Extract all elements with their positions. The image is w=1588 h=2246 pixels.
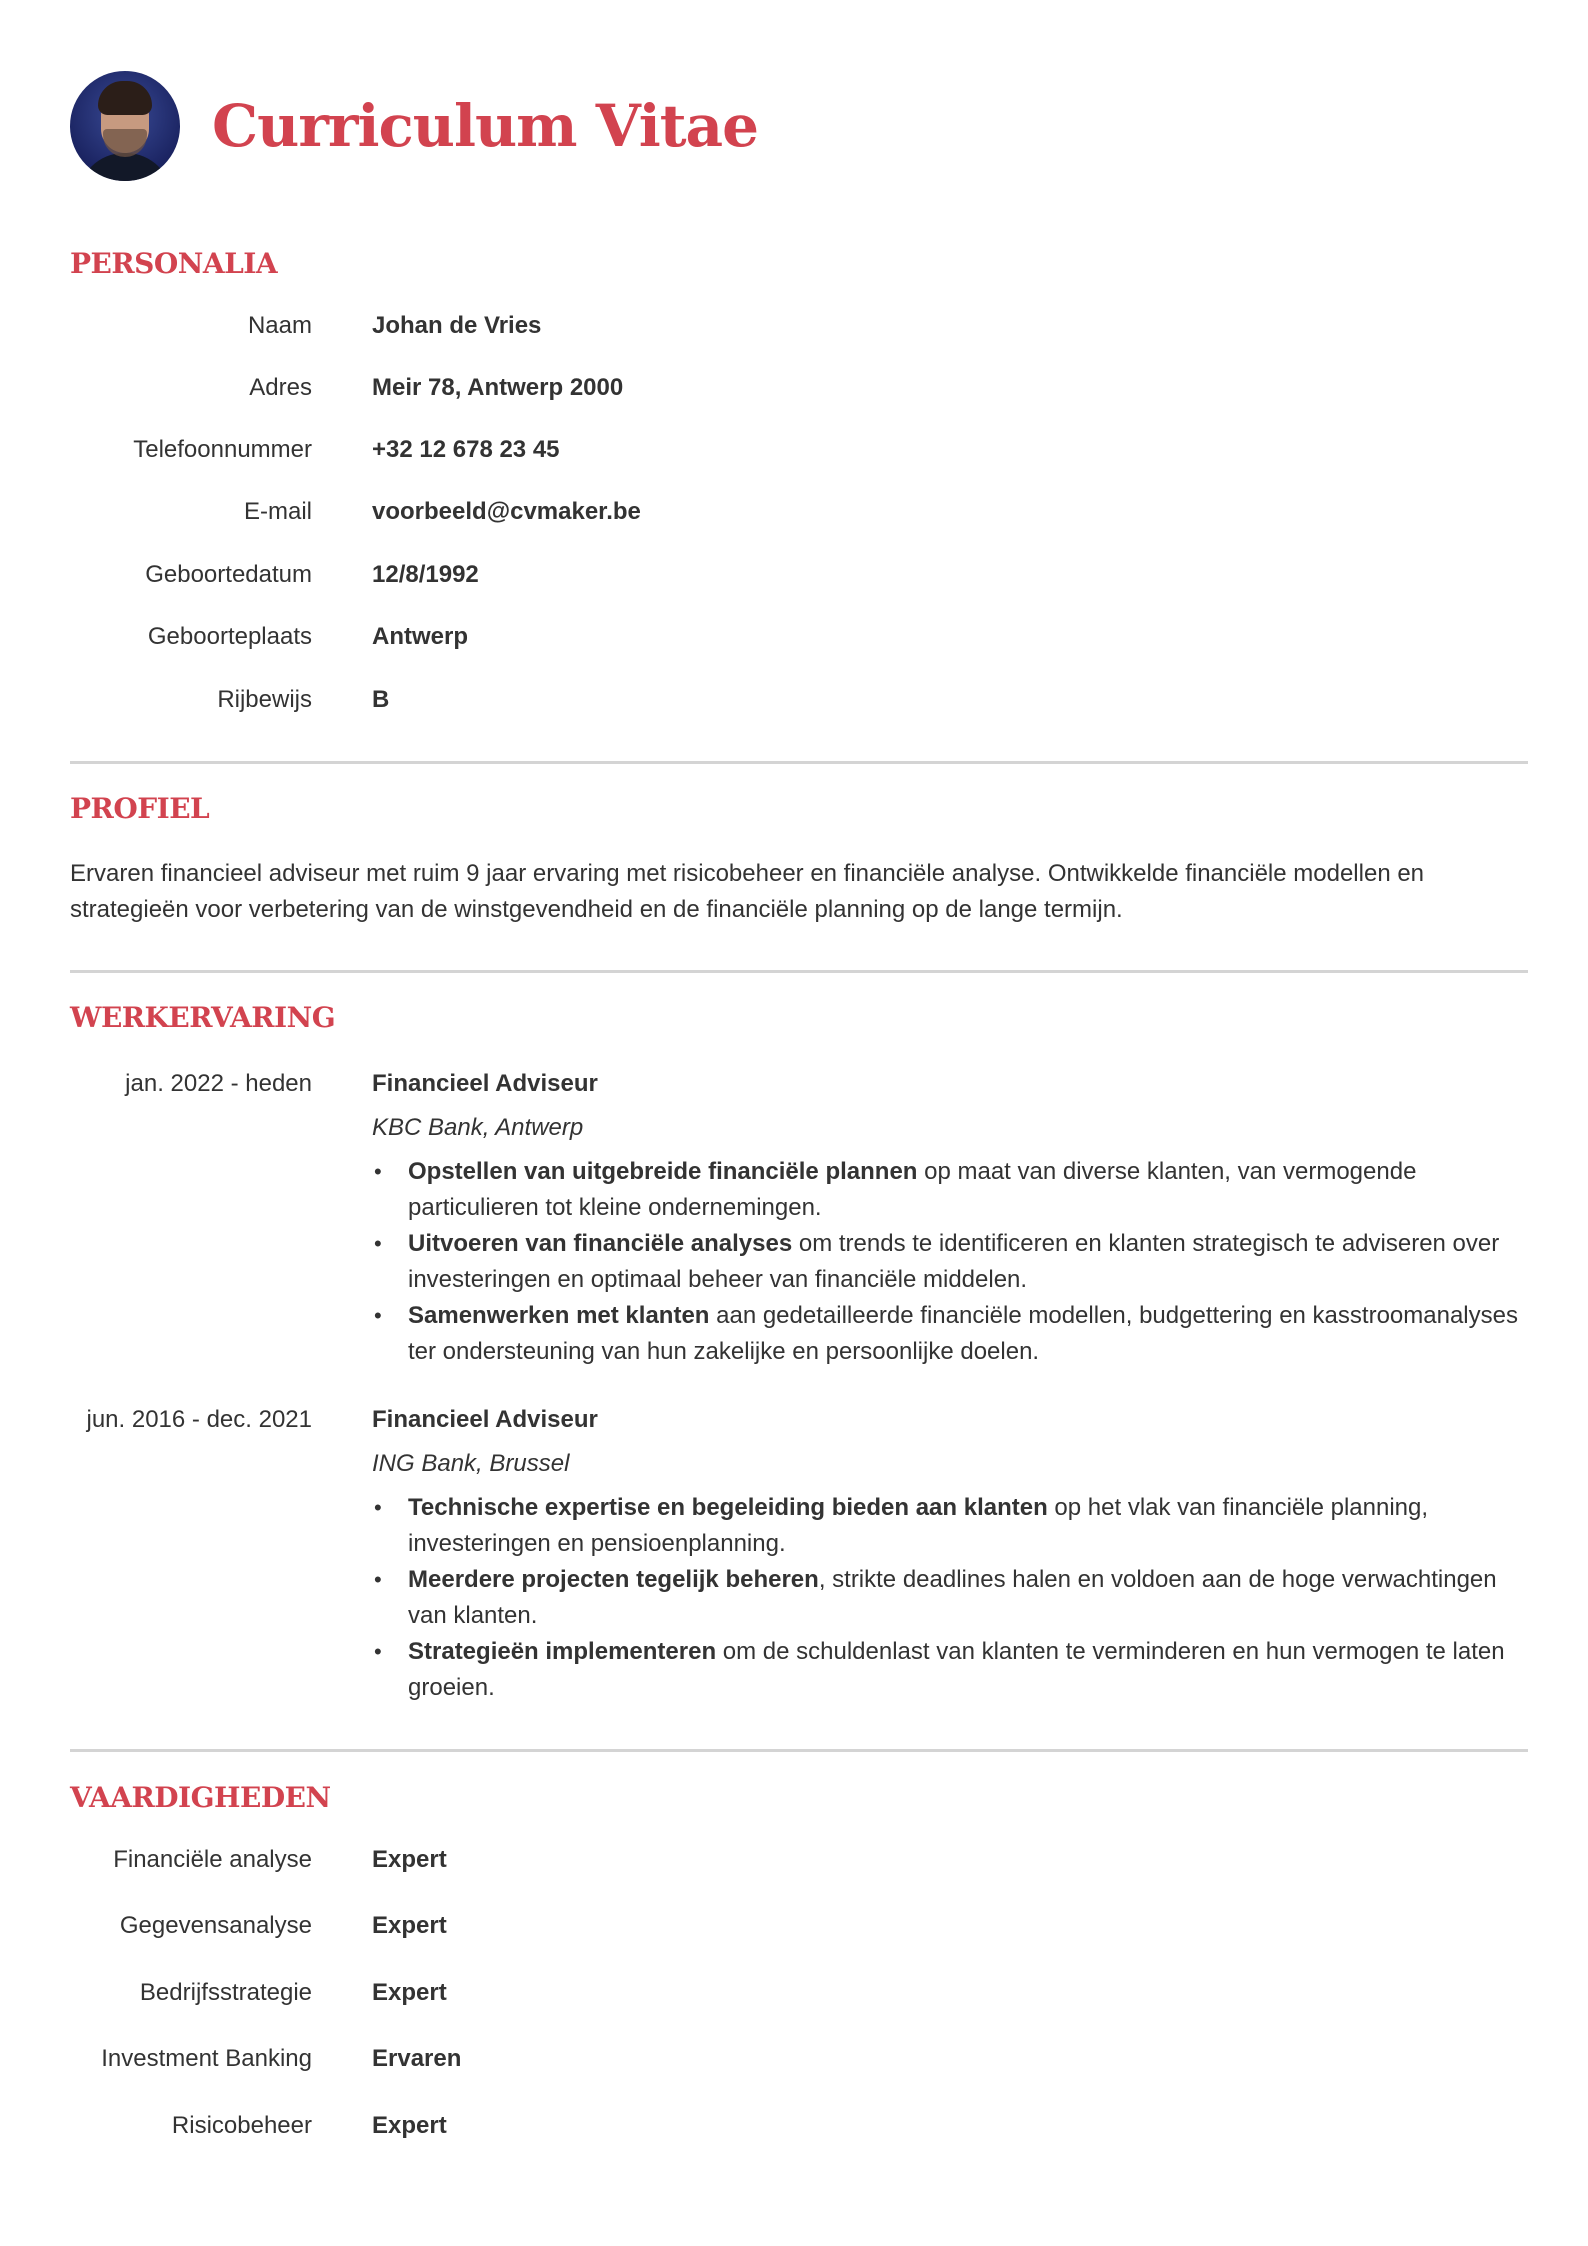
job-period: jan. 2022 - heden <box>125 1070 312 1097</box>
section-divider <box>70 970 1528 973</box>
job-bullet <box>372 1634 1522 1706</box>
bullet-text: op het vlak van financiële planning, investeringen en pensioenplanning. <box>408 1494 1429 1557</box>
field-label: Naam <box>247 312 312 339</box>
bullet-icon: • <box>374 1639 382 1664</box>
avatar-hair <box>98 81 152 115</box>
skill-row <box>0 1846 1588 1886</box>
job-role: Financieel Adviseur <box>372 1406 598 1433</box>
job-role: Financieel Adviseur <box>372 1070 598 1097</box>
section-divider <box>70 761 1528 764</box>
skill-label: Financiële analyse <box>113 1846 312 1873</box>
personal-row-rijbewijs <box>0 686 1588 726</box>
skill-row <box>0 1979 1588 2019</box>
bullet-bold: Technische expertise en begeleiding bieden aan klanten <box>408 1494 1048 1521</box>
field-value: B <box>372 686 390 713</box>
personal-row-geboorteplaats <box>0 623 1588 663</box>
bullet-text: om trends te identificeren en klanten strategisch te adviseren over investeringen en optimaal beheer van financiële middelen. <box>408 1230 1500 1293</box>
job-bullet-list <box>372 1490 1522 1706</box>
bullet-text: aan gedetailleerde financiële modellen, budgettering en kasstroomanalyses ter ondersteuning van hun zakelijke en persoonlijke doelen. <box>408 1302 1518 1365</box>
job-period: jun. 2016 - dec. 2021 <box>86 1406 312 1433</box>
avatar-beard <box>103 129 147 157</box>
avatar <box>70 71 180 181</box>
page-title: Curriculum Vitae <box>212 92 759 160</box>
skill-label: Gegevensanalyse <box>119 1912 312 1939</box>
skill-row <box>0 1912 1588 1952</box>
job-bullet <box>372 1226 1522 1298</box>
field-label: Adres <box>249 374 312 401</box>
skill-row <box>0 2045 1588 2085</box>
section-title-vaardigheden: VAARDIGHEDEN <box>70 1781 331 1814</box>
field-label: Telefoonnummer <box>133 436 312 463</box>
job-bullet-list <box>372 1154 1522 1370</box>
job-bullet <box>372 1490 1522 1562</box>
field-label: Geboorteplaats <box>147 623 312 650</box>
personal-row-naam <box>0 312 1588 352</box>
skill-level: Expert <box>372 1912 447 1939</box>
field-label: Geboortedatum <box>145 561 312 588</box>
bullet-icon: • <box>374 1495 382 1520</box>
field-value: 12/8/1992 <box>372 561 479 588</box>
bullet-text: op maat van diverse klanten, van vermogende particulieren tot kleine ondernemingen. <box>408 1158 1417 1221</box>
job-bullet <box>372 1154 1522 1226</box>
field-value: Johan de Vries <box>372 312 542 339</box>
bullet-bold: Uitvoeren van financiële analyses <box>408 1230 793 1257</box>
personal-row-telefoon <box>0 436 1588 476</box>
section-title-personalia: PERSONALIA <box>70 247 278 280</box>
personal-row-email <box>0 498 1588 538</box>
skill-level: Expert <box>372 2112 447 2139</box>
section-title-werkervaring: WERKERVARING <box>70 1001 336 1034</box>
skill-level: Expert <box>372 1979 447 2006</box>
job-bullet <box>372 1562 1522 1634</box>
personal-row-geboortedatum <box>0 561 1588 601</box>
field-value: Antwerp <box>372 623 468 650</box>
field-label: Rijbewijs <box>217 686 312 713</box>
job-bullet <box>372 1298 1522 1370</box>
avatar-shoulders <box>78 153 172 181</box>
section-title-profiel: PROFIEL <box>70 792 210 825</box>
skill-label: Risicobeheer <box>171 2112 312 2139</box>
field-value: voorbeeld@cvmaker.be <box>372 498 641 525</box>
bullet-icon: • <box>374 1567 382 1592</box>
cv-header <box>70 70 758 182</box>
profile-text: Ervaren financieel adviseur met ruim 9 jaar ervaring met risicobeheer en financiële analyse. Ontwikkelde financiële modellen en strategieën voor verbetering van de winstgevendheid en de financiële planning op de lange termijn. <box>70 860 1425 923</box>
job-employer: ING Bank, Brussel <box>372 1450 570 1477</box>
field-value: Meir 78, Antwerp 2000 <box>372 374 624 401</box>
skill-label: Bedrijfsstrategie <box>139 1979 312 2006</box>
field-value: +32 12 678 23 45 <box>372 436 560 463</box>
bullet-bold: Opstellen van uitgebreide financiële plannen <box>408 1158 918 1185</box>
skill-level: Ervaren <box>372 2045 462 2072</box>
bullet-text: , strikte deadlines halen en voldoen aan de hoge verwachtingen van klanten. <box>408 1566 1497 1629</box>
section-divider <box>70 1749 1528 1752</box>
bullet-bold: Samenwerken met klanten <box>408 1302 710 1329</box>
bullet-icon: • <box>374 1159 382 1184</box>
skill-level: Expert <box>372 1846 447 1873</box>
bullet-icon: • <box>374 1303 382 1328</box>
bullet-icon: • <box>374 1231 382 1256</box>
skill-label: Investment Banking <box>101 2045 312 2072</box>
job-employer: KBC Bank, Antwerp <box>372 1114 584 1141</box>
bullet-bold: Strategieën implementeren <box>408 1638 717 1665</box>
skill-row <box>0 2112 1588 2152</box>
bullet-text: om de schuldenlast van klanten te verminderen en hun vermogen te laten groeien. <box>408 1638 1505 1701</box>
personal-row-adres <box>0 374 1588 414</box>
field-label: E-mail <box>243 498 312 525</box>
bullet-bold: Meerdere projecten tegelijk beheren <box>408 1566 819 1593</box>
